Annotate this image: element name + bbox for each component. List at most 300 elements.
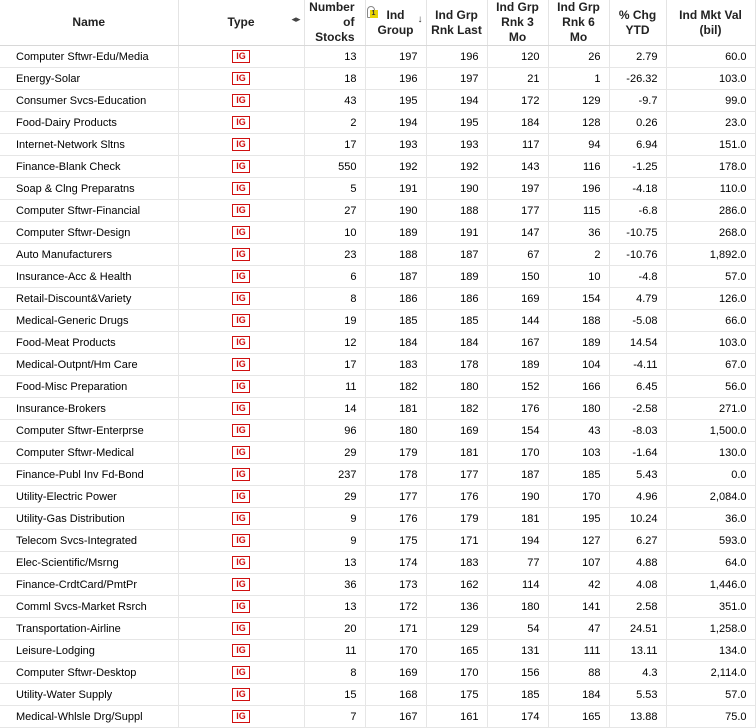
row-rnk-6mo-cell: 184: [548, 684, 609, 706]
ig-badge[interactable]: IG: [232, 578, 250, 591]
row-rnk-3mo-cell: 150: [487, 266, 548, 288]
filter-count-badge: 1: [370, 10, 378, 18]
row-chg-ytd-cell: -6.8: [609, 200, 666, 222]
row-type-cell: [178, 90, 304, 112]
row-number-of-stocks-cell: 11: [304, 640, 365, 662]
row-type-cell: [178, 266, 304, 288]
row-rnk-3mo-cell: 77: [487, 552, 548, 574]
row-type-cell: [178, 684, 304, 706]
row-rnk-3mo-cell: 190: [487, 486, 548, 508]
column-header-ind-group[interactable]: 1 Ind Group ↓: [365, 0, 426, 46]
row-rnk-last-cell: 170: [426, 662, 487, 684]
table-row[interactable]: [0, 640, 755, 662]
row-rnk-6mo-cell: 94: [548, 134, 609, 156]
row-mkt-val-cell: 286.0: [666, 200, 755, 222]
row-name-cell[interactable]: Comml Svcs-Market Rsrch: [0, 596, 178, 618]
table-row[interactable]: [0, 442, 755, 464]
row-mkt-val-cell: 1,258.0: [666, 618, 755, 640]
row-number-of-stocks-cell: 17: [304, 134, 365, 156]
row-rnk-last-cell: 185: [426, 310, 487, 332]
row-rnk-last-cell: 187: [426, 244, 487, 266]
row-rnk-last-cell: 171: [426, 530, 487, 552]
row-rnk-6mo-cell: 170: [548, 486, 609, 508]
row-chg-ytd-cell: 24.51: [609, 618, 666, 640]
row-number-of-stocks-cell: 17: [304, 354, 365, 376]
sort-descending-icon: ↓: [417, 14, 423, 25]
row-ind-group-cell: 192: [365, 156, 426, 178]
row-rnk-6mo-cell: 196: [548, 178, 609, 200]
row-ind-group-cell: 177: [365, 486, 426, 508]
row-type-cell: [178, 486, 304, 508]
row-number-of-stocks-cell: 11: [304, 376, 365, 398]
row-name-cell[interactable]: Computer Sftwr-Edu/Media: [0, 46, 178, 68]
row-rnk-6mo-cell: 1: [548, 68, 609, 90]
row-type-cell: [178, 332, 304, 354]
row-name-cell[interactable]: Auto Manufacturers: [0, 244, 178, 266]
row-ind-group-cell: 182: [365, 376, 426, 398]
row-chg-ytd-cell: 4.3: [609, 662, 666, 684]
table-row[interactable]: [0, 596, 755, 618]
row-rnk-last-cell: 179: [426, 508, 487, 530]
row-name-cell[interactable]: Medical-Generic Drugs: [0, 310, 178, 332]
ig-badge[interactable]: IG: [232, 248, 250, 261]
ig-badge[interactable]: IG: [232, 402, 250, 415]
row-type-cell: [178, 68, 304, 90]
row-mkt-val-cell: 60.0: [666, 46, 755, 68]
row-chg-ytd-cell: -9.7: [609, 90, 666, 112]
row-name-cell[interactable]: Insurance-Acc & Health: [0, 266, 178, 288]
row-rnk-6mo-cell: 127: [548, 530, 609, 552]
ig-badge[interactable]: IG: [232, 644, 250, 657]
row-number-of-stocks-cell: 18: [304, 68, 365, 90]
header-row: [0, 0, 755, 46]
table-row[interactable]: [0, 574, 755, 596]
row-mkt-val-cell: 2,084.0: [666, 486, 755, 508]
table-row[interactable]: [0, 662, 755, 684]
row-chg-ytd-cell: 5.53: [609, 684, 666, 706]
row-rnk-last-cell: 189: [426, 266, 487, 288]
row-number-of-stocks-cell: 13: [304, 552, 365, 574]
row-name-cell[interactable]: Utility-Water Supply: [0, 684, 178, 706]
row-rnk-3mo-cell: 184: [487, 112, 548, 134]
row-rnk-3mo-cell: 177: [487, 200, 548, 222]
row-type-cell: [178, 134, 304, 156]
row-chg-ytd-cell: 4.79: [609, 288, 666, 310]
row-rnk-last-cell: 177: [426, 464, 487, 486]
row-number-of-stocks-cell: 19: [304, 310, 365, 332]
row-rnk-6mo-cell: 141: [548, 596, 609, 618]
row-rnk-last-cell: 169: [426, 420, 487, 442]
table-row[interactable]: [0, 222, 755, 244]
row-name-cell[interactable]: Soap & Clng Preparatns: [0, 178, 178, 200]
row-name-cell[interactable]: Utility-Gas Distribution: [0, 508, 178, 530]
row-rnk-last-cell: 181: [426, 442, 487, 464]
ig-badge[interactable]: IG: [232, 138, 250, 151]
row-rnk-6mo-cell: 189: [548, 332, 609, 354]
row-mkt-val-cell: 103.0: [666, 332, 755, 354]
row-rnk-3mo-cell: 189: [487, 354, 548, 376]
column-resize-icon[interactable]: ◂▸: [291, 14, 301, 24]
row-name-cell[interactable]: Leisure-Lodging: [0, 640, 178, 662]
ig-badge[interactable]: IG: [232, 600, 250, 613]
row-rnk-last-cell: 165: [426, 640, 487, 662]
row-rnk-6mo-cell: 185: [548, 464, 609, 486]
row-chg-ytd-cell: -4.8: [609, 266, 666, 288]
row-number-of-stocks-cell: 12: [304, 332, 365, 354]
ig-badge[interactable]: IG: [232, 314, 250, 327]
row-name-cell[interactable]: Finance-Blank Check: [0, 156, 178, 178]
row-ind-group-cell: 168: [365, 684, 426, 706]
row-rnk-6mo-cell: 180: [548, 398, 609, 420]
row-chg-ytd-cell: 2.79: [609, 46, 666, 68]
row-name-cell[interactable]: Insurance-Brokers: [0, 398, 178, 420]
row-chg-ytd-cell: -5.08: [609, 310, 666, 332]
table-row[interactable]: [0, 486, 755, 508]
row-name-cell[interactable]: Computer Sftwr-Enterprse: [0, 420, 178, 442]
row-rnk-6mo-cell: 26: [548, 46, 609, 68]
row-mkt-val-cell: 103.0: [666, 68, 755, 90]
row-mkt-val-cell: 2,114.0: [666, 662, 755, 684]
row-ind-group-cell: 193: [365, 134, 426, 156]
row-rnk-3mo-cell: 156: [487, 662, 548, 684]
row-rnk-6mo-cell: 165: [548, 706, 609, 728]
row-name-cell[interactable]: Computer Sftwr-Desktop: [0, 662, 178, 684]
row-number-of-stocks-cell: 13: [304, 46, 365, 68]
row-type-cell: [178, 112, 304, 134]
table-row[interactable]: [0, 178, 755, 200]
row-rnk-last-cell: 194: [426, 90, 487, 112]
row-rnk-6mo-cell: 128: [548, 112, 609, 134]
row-chg-ytd-cell: 4.08: [609, 574, 666, 596]
row-ind-group-cell: 169: [365, 662, 426, 684]
row-ind-group-cell: 185: [365, 310, 426, 332]
row-rnk-last-cell: 188: [426, 200, 487, 222]
row-rnk-3mo-cell: 194: [487, 530, 548, 552]
row-chg-ytd-cell: 6.27: [609, 530, 666, 552]
table-row[interactable]: [0, 684, 755, 706]
row-rnk-3mo-cell: 167: [487, 332, 548, 354]
row-rnk-3mo-cell: 143: [487, 156, 548, 178]
row-mkt-val-cell: 75.0: [666, 706, 755, 728]
row-rnk-3mo-cell: 187: [487, 464, 548, 486]
table-row[interactable]: [0, 90, 755, 112]
row-rnk-3mo-cell: 152: [487, 376, 548, 398]
column-header-rnk-last[interactable]: Ind Grp Rnk Last: [426, 0, 487, 46]
row-rnk-3mo-cell: 54: [487, 618, 548, 640]
ig-badge[interactable]: IG: [232, 490, 250, 503]
row-name-cell[interactable]: Elec-Scientific/Msrng: [0, 552, 178, 574]
row-mkt-val-cell: 36.0: [666, 508, 755, 530]
row-chg-ytd-cell: -1.25: [609, 156, 666, 178]
row-number-of-stocks-cell: 29: [304, 442, 365, 464]
row-number-of-stocks-cell: 13: [304, 596, 365, 618]
row-mkt-val-cell: 0.0: [666, 464, 755, 486]
row-rnk-3mo-cell: 114: [487, 574, 548, 596]
table-row[interactable]: [0, 200, 755, 222]
table-row[interactable]: [0, 376, 755, 398]
row-rnk-3mo-cell: 197: [487, 178, 548, 200]
row-ind-group-cell: 174: [365, 552, 426, 574]
row-ind-group-cell: 190: [365, 200, 426, 222]
filter-icon[interactable]: [367, 6, 375, 18]
row-name-cell[interactable]: Computer Sftwr-Financial: [0, 200, 178, 222]
row-rnk-6mo-cell: 2: [548, 244, 609, 266]
row-mkt-val-cell: 57.0: [666, 684, 755, 706]
row-ind-group-cell: 172: [365, 596, 426, 618]
row-mkt-val-cell: 57.0: [666, 266, 755, 288]
ig-badge[interactable]: IG: [232, 688, 250, 701]
row-rnk-6mo-cell: 166: [548, 376, 609, 398]
row-rnk-last-cell: 193: [426, 134, 487, 156]
row-rnk-3mo-cell: 185: [487, 684, 548, 706]
ig-badge[interactable]: IG: [232, 666, 250, 679]
row-name-cell[interactable]: Computer Sftwr-Medical: [0, 442, 178, 464]
row-chg-ytd-cell: 0.26: [609, 112, 666, 134]
row-rnk-last-cell: 191: [426, 222, 487, 244]
table-row[interactable]: [0, 530, 755, 552]
row-rnk-last-cell: 190: [426, 178, 487, 200]
row-ind-group-cell: 187: [365, 266, 426, 288]
row-name-cell[interactable]: Consumer Svcs-Education: [0, 90, 178, 112]
row-chg-ytd-cell: -10.75: [609, 222, 666, 244]
row-chg-ytd-cell: -2.58: [609, 398, 666, 420]
ig-badge[interactable]: IG: [232, 380, 250, 393]
row-mkt-val-cell: 56.0: [666, 376, 755, 398]
row-rnk-6mo-cell: 47: [548, 618, 609, 640]
row-rnk-3mo-cell: 181: [487, 508, 548, 530]
row-rnk-6mo-cell: 10: [548, 266, 609, 288]
ig-badge[interactable]: IG: [232, 512, 250, 525]
row-mkt-val-cell: 1,500.0: [666, 420, 755, 442]
row-name-cell[interactable]: Medical-Whlsle Drg/Suppl: [0, 706, 178, 728]
row-mkt-val-cell: 593.0: [666, 530, 755, 552]
row-ind-group-cell: 183: [365, 354, 426, 376]
row-rnk-3mo-cell: 117: [487, 134, 548, 156]
row-ind-group-cell: 188: [365, 244, 426, 266]
row-number-of-stocks-cell: 29: [304, 486, 365, 508]
row-ind-group-cell: 197: [365, 46, 426, 68]
row-name-cell[interactable]: Telecom Svcs-Integrated: [0, 530, 178, 552]
row-number-of-stocks-cell: 5: [304, 178, 365, 200]
row-rnk-3mo-cell: 180: [487, 596, 548, 618]
row-mkt-val-cell: 23.0: [666, 112, 755, 134]
row-rnk-last-cell: 136: [426, 596, 487, 618]
row-mkt-val-cell: 64.0: [666, 552, 755, 574]
row-rnk-6mo-cell: 129: [548, 90, 609, 112]
table-row[interactable]: [0, 310, 755, 332]
row-chg-ytd-cell: 2.58: [609, 596, 666, 618]
row-number-of-stocks-cell: 23: [304, 244, 365, 266]
row-chg-ytd-cell: -26.32: [609, 68, 666, 90]
row-ind-group-cell: 173: [365, 574, 426, 596]
row-name-cell[interactable]: Internet-Network Sltns: [0, 134, 178, 156]
ig-badge[interactable]: IG: [232, 182, 250, 195]
column-header-name[interactable]: Name: [0, 0, 178, 46]
table-row[interactable]: [0, 332, 755, 354]
row-number-of-stocks-cell: 7: [304, 706, 365, 728]
row-type-cell: [178, 508, 304, 530]
ig-badge[interactable]: IG: [232, 116, 250, 129]
ig-badge[interactable]: IG: [232, 226, 250, 239]
row-mkt-val-cell: 271.0: [666, 398, 755, 420]
table-row[interactable]: [0, 354, 755, 376]
row-name-cell[interactable]: Food-Meat Products: [0, 332, 178, 354]
row-type-cell: [178, 310, 304, 332]
row-ind-group-cell: 189: [365, 222, 426, 244]
ig-badge[interactable]: IG: [232, 270, 250, 283]
row-ind-group-cell: 179: [365, 442, 426, 464]
row-mkt-val-cell: 1,892.0: [666, 244, 755, 266]
row-name-cell[interactable]: Food-Dairy Products: [0, 112, 178, 134]
row-rnk-last-cell: 180: [426, 376, 487, 398]
row-rnk-3mo-cell: 144: [487, 310, 548, 332]
ig-badge[interactable]: IG: [232, 72, 250, 85]
table-row[interactable]: [0, 398, 755, 420]
row-type-cell: [178, 244, 304, 266]
column-header-number-of-stocks[interactable]: Number of Stocks: [304, 0, 365, 46]
row-rnk-6mo-cell: 103: [548, 442, 609, 464]
row-chg-ytd-cell: 10.24: [609, 508, 666, 530]
row-rnk-3mo-cell: 176: [487, 398, 548, 420]
table-row[interactable]: [0, 244, 755, 266]
row-name-cell[interactable]: Food-Misc Preparation: [0, 376, 178, 398]
row-number-of-stocks-cell: 27: [304, 200, 365, 222]
row-type-cell: [178, 464, 304, 486]
row-number-of-stocks-cell: 20: [304, 618, 365, 640]
table-row[interactable]: [0, 464, 755, 486]
row-rnk-last-cell: 184: [426, 332, 487, 354]
row-rnk-last-cell: 196: [426, 46, 487, 68]
row-ind-group-cell: 175: [365, 530, 426, 552]
row-mkt-val-cell: 134.0: [666, 640, 755, 662]
row-ind-group-cell: 167: [365, 706, 426, 728]
row-ind-group-cell: 171: [365, 618, 426, 640]
table-row[interactable]: [0, 288, 755, 310]
ig-badge[interactable]: IG: [232, 160, 250, 173]
row-ind-group-cell: 176: [365, 508, 426, 530]
table-row[interactable]: [0, 618, 755, 640]
table-row[interactable]: [0, 112, 755, 134]
row-ind-group-cell: 180: [365, 420, 426, 442]
row-rnk-last-cell: 183: [426, 552, 487, 574]
row-mkt-val-cell: 130.0: [666, 442, 755, 464]
column-header-rnk-6mo[interactable]: Ind Grp Rnk 6 Mo: [548, 0, 609, 46]
row-chg-ytd-cell: -4.18: [609, 178, 666, 200]
row-rnk-3mo-cell: 21: [487, 68, 548, 90]
ig-badge[interactable]: IG: [232, 94, 250, 107]
ig-badge[interactable]: IG: [232, 204, 250, 217]
row-name-cell[interactable]: Finance-CrdtCard/PmtPr: [0, 574, 178, 596]
column-header-chg-ytd[interactable]: % Chg YTD: [609, 0, 666, 46]
table-row[interactable]: [0, 46, 755, 68]
ig-badge[interactable]: IG: [232, 50, 250, 63]
row-chg-ytd-cell: -1.64: [609, 442, 666, 464]
table-row[interactable]: [0, 552, 755, 574]
ig-badge[interactable]: IG: [232, 336, 250, 349]
row-rnk-last-cell: 178: [426, 354, 487, 376]
row-name-cell[interactable]: Retail-Discount&Variety: [0, 288, 178, 310]
row-rnk-6mo-cell: 111: [548, 640, 609, 662]
row-chg-ytd-cell: 5.43: [609, 464, 666, 486]
row-chg-ytd-cell: 6.45: [609, 376, 666, 398]
ig-badge[interactable]: IG: [232, 468, 250, 481]
ig-badge[interactable]: IG: [232, 710, 250, 723]
row-number-of-stocks-cell: 36: [304, 574, 365, 596]
table-row[interactable]: [0, 508, 755, 530]
table-row[interactable]: [0, 420, 755, 442]
row-chg-ytd-cell: 13.88: [609, 706, 666, 728]
row-rnk-last-cell: 195: [426, 112, 487, 134]
row-name-cell[interactable]: Energy-Solar: [0, 68, 178, 90]
row-number-of-stocks-cell: 8: [304, 662, 365, 684]
row-name-cell[interactable]: Utility-Electric Power: [0, 486, 178, 508]
row-name-cell[interactable]: Finance-Publ Inv Fd-Bond: [0, 464, 178, 486]
row-type-cell: [178, 442, 304, 464]
row-name-cell[interactable]: Medical-Outpnt/Hm Care: [0, 354, 178, 376]
row-name-cell[interactable]: Computer Sftwr-Design: [0, 222, 178, 244]
row-rnk-3mo-cell: 120: [487, 46, 548, 68]
row-rnk-3mo-cell: 131: [487, 640, 548, 662]
table-row[interactable]: [0, 134, 755, 156]
row-number-of-stocks-cell: 9: [304, 530, 365, 552]
row-chg-ytd-cell: -8.03: [609, 420, 666, 442]
ig-badge[interactable]: IG: [232, 534, 250, 547]
row-ind-group-cell: 196: [365, 68, 426, 90]
ig-badge[interactable]: IG: [232, 622, 250, 635]
row-ind-group-cell: 178: [365, 464, 426, 486]
column-header-type[interactable]: Type ◂▸: [178, 0, 304, 46]
ig-badge[interactable]: IG: [232, 292, 250, 305]
row-type-cell: [178, 200, 304, 222]
row-number-of-stocks-cell: 14: [304, 398, 365, 420]
row-rnk-last-cell: 182: [426, 398, 487, 420]
row-type-cell: [178, 552, 304, 574]
row-chg-ytd-cell: 4.96: [609, 486, 666, 508]
row-chg-ytd-cell: -10.76: [609, 244, 666, 266]
row-type-cell: [178, 354, 304, 376]
table-row[interactable]: [0, 68, 755, 90]
row-name-cell[interactable]: Transportation-Airline: [0, 618, 178, 640]
table-row[interactable]: [0, 156, 755, 178]
row-rnk-6mo-cell: 42: [548, 574, 609, 596]
row-type-cell: [178, 156, 304, 178]
row-rnk-3mo-cell: 169: [487, 288, 548, 310]
row-rnk-3mo-cell: 172: [487, 90, 548, 112]
row-number-of-stocks-cell: 9: [304, 508, 365, 530]
row-number-of-stocks-cell: 43: [304, 90, 365, 112]
row-type-cell: [178, 398, 304, 420]
column-header-mkt-val[interactable]: Ind Mkt Val (bil): [666, 0, 755, 46]
ig-badge[interactable]: IG: [232, 358, 250, 371]
row-mkt-val-cell: 99.0: [666, 90, 755, 112]
row-rnk-last-cell: 192: [426, 156, 487, 178]
ig-badge[interactable]: IG: [232, 556, 250, 569]
row-mkt-val-cell: 110.0: [666, 178, 755, 200]
row-rnk-last-cell: 129: [426, 618, 487, 640]
row-rnk-3mo-cell: 67: [487, 244, 548, 266]
column-header-rnk-3mo[interactable]: Ind Grp Rnk 3 Mo: [487, 0, 548, 46]
ig-badge[interactable]: IG: [232, 424, 250, 437]
row-mkt-val-cell: 67.0: [666, 354, 755, 376]
ig-badge[interactable]: IG: [232, 446, 250, 459]
table-row[interactable]: [0, 266, 755, 288]
row-ind-group-cell: 186: [365, 288, 426, 310]
row-rnk-6mo-cell: 36: [548, 222, 609, 244]
row-rnk-6mo-cell: 154: [548, 288, 609, 310]
row-mkt-val-cell: 151.0: [666, 134, 755, 156]
row-rnk-last-cell: 186: [426, 288, 487, 310]
row-type-cell: [178, 530, 304, 552]
